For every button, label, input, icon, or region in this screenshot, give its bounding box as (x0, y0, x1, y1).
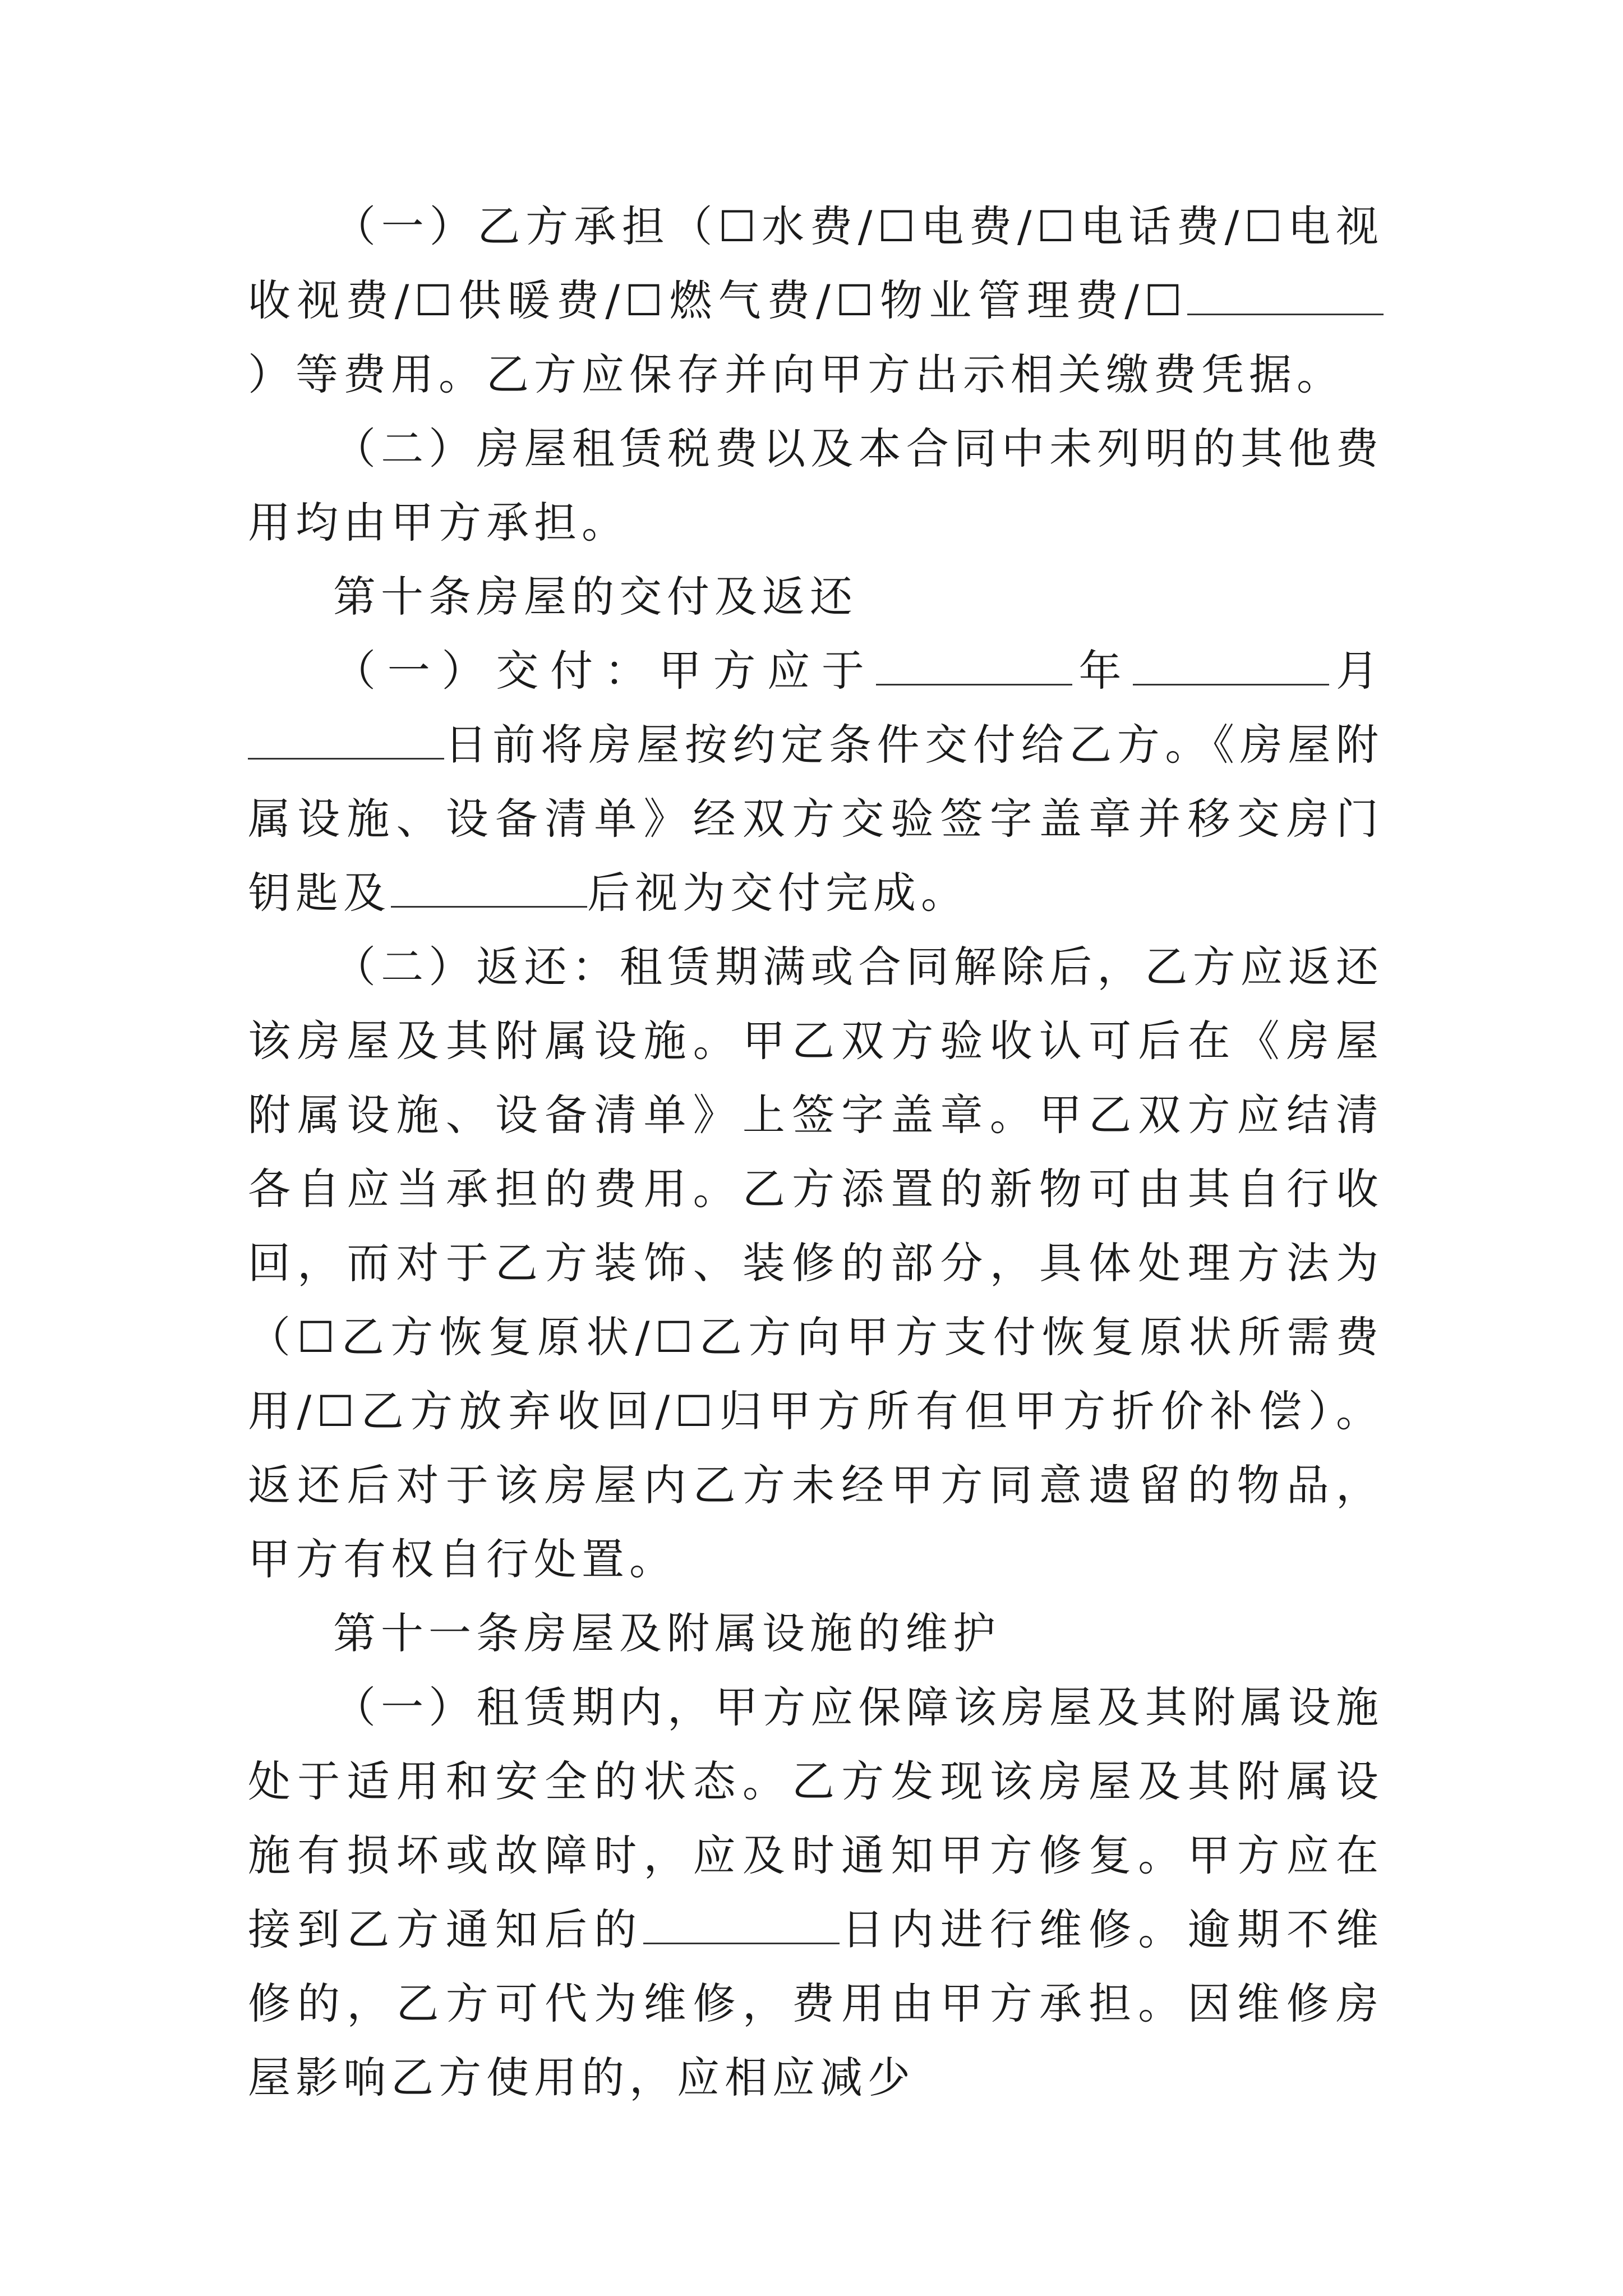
art10-item1-text-a: （一）交付：甲方应于 (333, 646, 876, 696)
art9-item1-text-b: ）等费用。乙方应保存并向甲方出示相关缴费凭据。 (248, 349, 1344, 399)
art10-item1 (248, 634, 1384, 930)
art9-item1 (248, 190, 1384, 412)
fill-blank-month[interactable] (1133, 645, 1329, 685)
art10-item1-text-b: 年 (1072, 646, 1133, 696)
art11-title: 第十一条房屋及附属设施的维护 (333, 1608, 1000, 1658)
fill-blank-other-fee[interactable] (1187, 274, 1384, 315)
fill-blank-repair-days[interactable] (643, 1903, 840, 1944)
fill-blank-handover-items[interactable] (391, 867, 587, 908)
art10-item1-text-d: 日前将房屋按约定条件交付给乙方。《房屋附属设施、设备清单》经双方交验签字盖章并移交房门钥匙及 (248, 720, 1384, 918)
art9-item1-text-a: （一）乙方承担（☐水费/☐电费/☐电话费/☐电视收视费/☐供暖费/☐燃气费/☐物业管理费/☐ (248, 201, 1384, 325)
art10-item1-text-e: 后视为交付完成。 (587, 868, 969, 918)
art10-item1-text-c: 月 (1329, 646, 1384, 696)
contract-text (248, 190, 1384, 2115)
art10-title: 第十条房屋的交付及返还 (333, 572, 857, 622)
fill-blank-day[interactable] (248, 719, 444, 760)
art10-item2: （二）返还：租赁期满或合同解除后，乙方应返还该房屋及其附属设施。甲乙双方验收认可后在《房屋附属设施、设备清单》上签字盖章。甲乙双方应结清各自应当承担的费用。乙方添置的新物可由其自行收回，而对于乙方装饰、装修的部分，具体处理方法为（☐乙方恢复原状/☐乙方向甲方支付恢复原状所需费用/☐乙方放弃收回/☐归甲方所有但甲方折价补偿）。 返还后对于该房屋内乙方未经甲方同意遗留的物品，甲方有权自行处置。 (248, 942, 1384, 1584)
art11-item1-text-a: （一）租赁期内，甲方应保障该房屋及其附属设施处于适用和安全的状态。乙方发现该房屋及其附属设施有损坏或故障时，应及时通知甲方修复。甲方应在接到乙方通知后的 (248, 1682, 1384, 1954)
art11-item1-text-b: 日内进行维修。逾期不维修的，乙方可代为维修，费用由甲方承担。因维修房屋影响乙方使用的，应相应减少 (248, 1904, 1384, 2102)
art11-item1 (248, 1671, 1384, 2115)
fill-blank-year[interactable] (876, 645, 1072, 685)
art9-item2: （二）房屋租赁税费以及本合同中未列明的其他费用均由甲方承担。 (248, 424, 1384, 547)
